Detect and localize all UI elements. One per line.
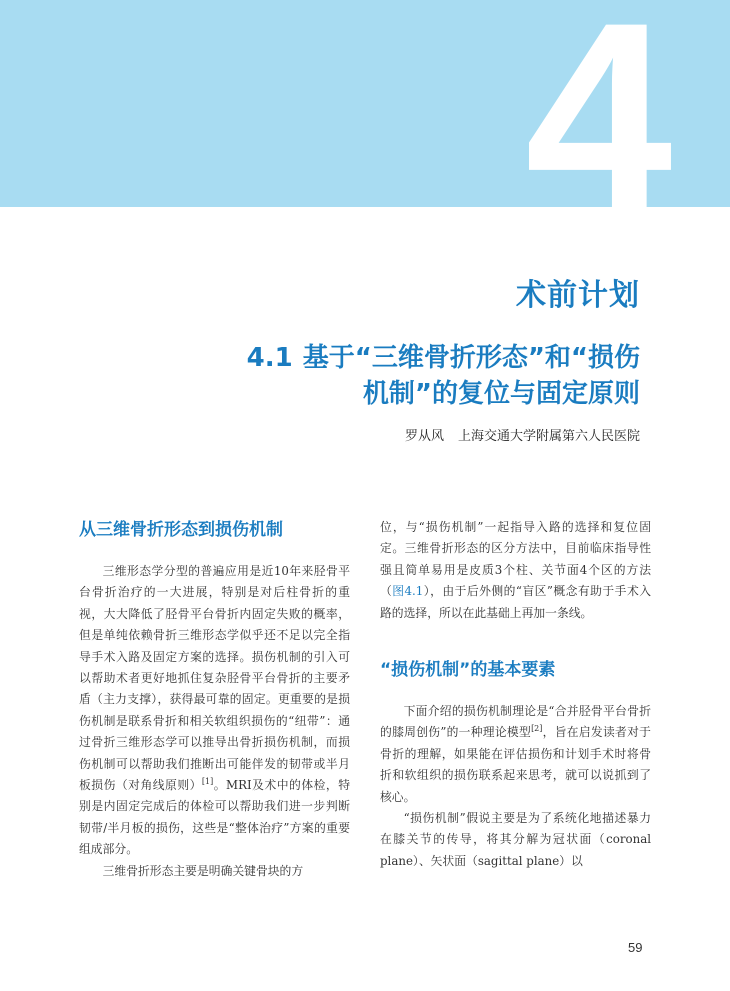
left-paragraph-2: 三维骨折形态主要是明确关键骨块的方 — [102, 863, 304, 878]
section-title-line-2: 机制”的复位与固定原则 — [362, 379, 640, 409]
figure-reference-link[interactable]: 图4.1 — [392, 584, 424, 599]
right-paragraph-3-text-b: ，旨在启发读者对于骨折的理解，如果能在评估损伤和计划手术时将骨折和软组织的损伤联系起来思考，就可以说抓到了核心。 — [380, 725, 651, 804]
left-paragraph-1-text-b: 。MRI及术中的体检，特别是内固定完成后的体检可以帮助我们进一步判断韧带/半月板的损伤，这些是“整体治疗”方案的重要组成部分。 — [79, 778, 350, 857]
left-column — [79, 517, 350, 882]
section-title-text-1: 基于“三维骨折形态”和“损伤 — [302, 343, 640, 373]
left-paragraph-1 — [79, 561, 350, 861]
author-affiliation: 上海交通大学附属第六人民医院 — [457, 429, 640, 444]
section-number: 4.1 — [246, 343, 293, 373]
section-title — [247, 340, 640, 412]
page-number: 59 — [628, 940, 643, 955]
right-paragraph-3-text-a: 下面介绍的损伤机制理论是“合并胫骨平台骨折的膝周创伤”的一种理论模型 — [380, 704, 651, 740]
left-paragraph-1-text-a: 三维形态学分型的普遍应用是近10年来胫骨平台骨折治疗的一大进展，特别是对后柱骨折的重视，大大降低了胫骨平台骨折内固定失败的概率，但是单纯依赖骨折三维形态学似乎还不足以完全指导手术入路及固定方案的选择。损伤机制的引入可以帮助术者更好地抓住复杂胫骨平台骨折的主要矛盾（主力支撑），获得最可靠的固定。更重要的是损伤机制是联系骨折和相关软组织损伤的“纽带”：通过骨折三维形态学可以推导出骨折损伤机制，而损伤机制可以帮助我们推断出可能伴发的韧带或半月板损伤（对角线原则） — [79, 564, 350, 793]
citation-1[interactable]: [1] — [201, 777, 214, 787]
right-paragraph-4: “损伤机制”假说主要是为了系统化地描述暴力在膝关节的传导，将其分解为冠状面（coronal plane）、矢状面（sagittal plane）以 — [380, 811, 651, 868]
author-line — [405, 425, 640, 444]
section-title-line-1 — [247, 340, 640, 376]
author-name: 罗从风 — [404, 429, 444, 444]
left-column-heading: 从三维骨折形态到损伤机制 — [79, 520, 283, 540]
chapter-number: 4 — [525, 0, 673, 264]
citation-2[interactable]: [2] — [531, 724, 543, 734]
right-column — [380, 517, 651, 872]
right-paragraph-continued — [380, 517, 651, 624]
right-paragraph-continued-text-a: 位，与“损伤机制”一起指导入路的选择和复位固定。三维骨折形态的区分方法中，目前临床指导性强且简单易用是皮质3个柱、关节面4个区的方法（ — [380, 520, 651, 599]
right-paragraph-3 — [380, 701, 651, 808]
right-column-heading: “损伤机制”的基本要素 — [380, 660, 556, 681]
chapter-title: 术前计划 — [516, 278, 640, 313]
right-paragraph-continued-text-b: ），由于后外侧的“盲区”概念有助于手术入路的选择，所以在此基础上再加一条线。 — [380, 584, 651, 620]
